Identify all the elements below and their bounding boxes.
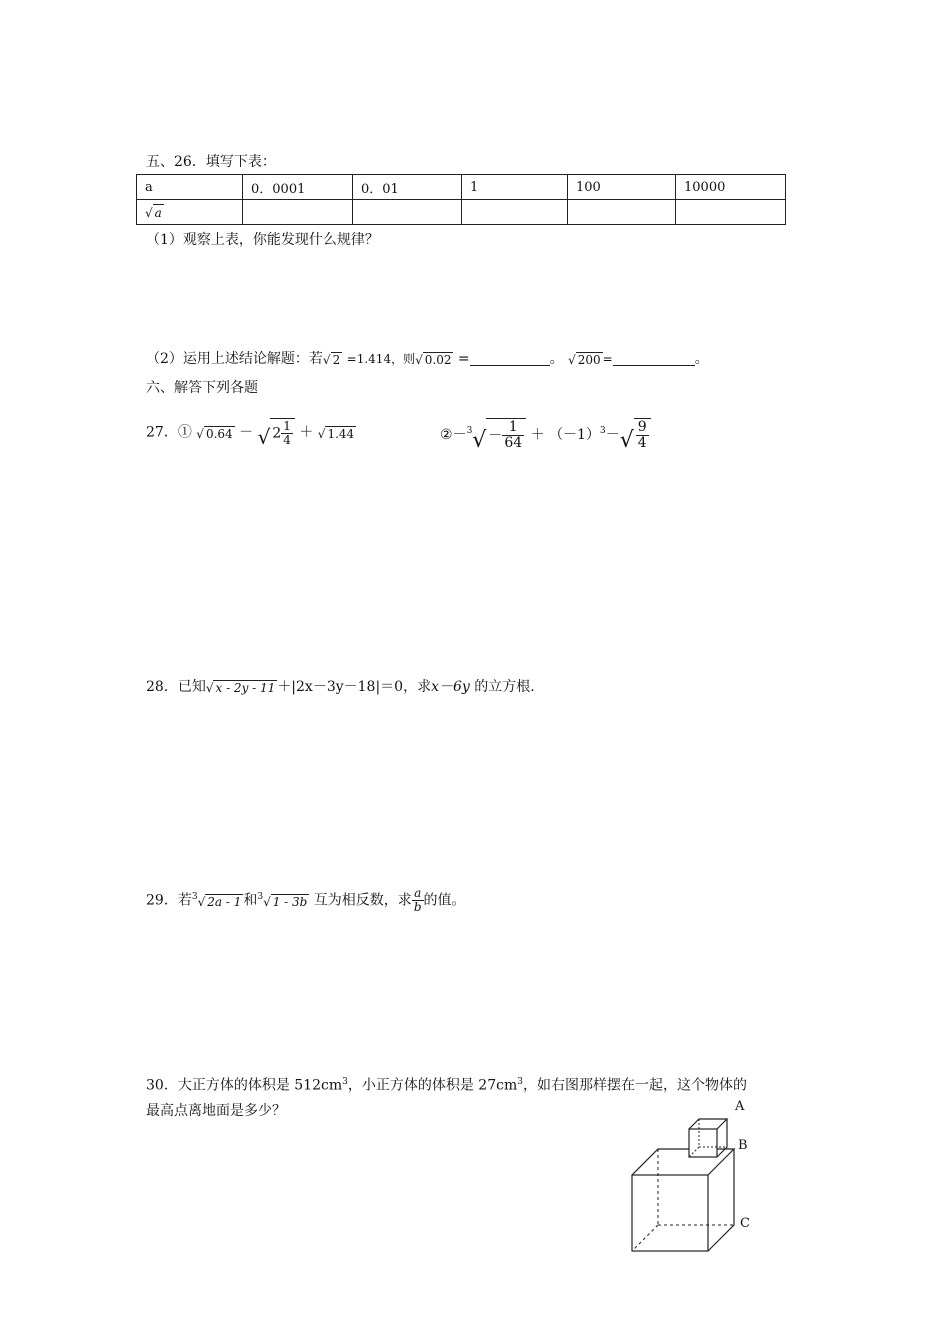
sqrt-0-64: √ 0.64 xyxy=(196,426,233,441)
sqrt-200: √ 200 xyxy=(568,353,601,367)
stacked-cubes-figure xyxy=(620,1095,760,1260)
answer-blank-1[interactable] xyxy=(470,365,550,366)
table-cell: 0．0001 xyxy=(243,175,353,200)
table-cell-sqrt-a xyxy=(137,200,243,225)
table-cell[interactable] xyxy=(353,200,462,225)
table-row xyxy=(137,200,786,225)
sqrt-1-44: √ 1.44 xyxy=(317,426,355,441)
table-row xyxy=(137,175,786,200)
cube-root-2: √ 1 - 3b xyxy=(263,894,308,909)
label-b: B xyxy=(738,1138,748,1153)
section5-title: 五、26．填写下表： xyxy=(146,154,276,170)
question-30-line1: 30．大正方体的体积是 $512cm^3$，小正方体的体积是 $27cm^3$，如右图那样摆在一起，这个物体的 xyxy=(146,1077,747,1094)
fraction-a-over-b: $\frac{a}{b}$ xyxy=(413,886,422,915)
label-c: C xyxy=(740,1216,750,1231)
question-30-line2: 最高点离地面是多少？ xyxy=(146,1103,286,1119)
table-cell: 1 xyxy=(462,175,568,200)
question-1: （1）观察上表，你能发现什么规律？ xyxy=(146,232,379,248)
values-table xyxy=(136,174,786,225)
question-27-part2: ②－$^3$√ － $\frac{1}{64}$ ＋ $(-1)^3-√$ $\frac{9}{4}$ xyxy=(440,418,651,452)
cube-root-1: √ 2a - 1 xyxy=(197,894,242,909)
table-cell: 0．01 xyxy=(353,175,462,200)
sqrt-a: √ a xyxy=(145,206,162,220)
sqrt-mixed-number: √ 2 $\frac{1}{4}$ xyxy=(258,418,295,447)
small-cube-top xyxy=(689,1119,727,1129)
sqrt-fraction: √ $\frac{9}{4}$ xyxy=(620,418,651,452)
large-cube-side xyxy=(708,1149,734,1251)
table-cell[interactable] xyxy=(462,200,568,225)
cube-root-fraction: √ － $\frac{1}{64}$ xyxy=(472,418,526,452)
sqrt-2: √ 2 xyxy=(322,353,341,367)
section6-title: 六、解答下列各题 xyxy=(146,380,258,396)
table-cell[interactable] xyxy=(568,200,676,225)
table-cell[interactable] xyxy=(676,200,786,225)
sqrt-0-02: √ 0.02 xyxy=(415,353,452,367)
label-a: A xyxy=(735,1099,745,1114)
question-2: （2）运用上述结论解题：若√ 2 =1.414，则√ 0.02 = 。 √ 200 = 。 xyxy=(146,351,709,367)
question-27-part1: 27．① √ 0.64 － √ 2 $\frac{1}{4}$ ＋ √ 1.44 xyxy=(146,419,355,450)
table-cell: 10000 xyxy=(676,175,786,200)
large-cube-top xyxy=(632,1149,734,1175)
question-29: 29．若$^3$√ 2a - 1 和$^3$√ 1 - 3b 互为相反数，求 $\frac{a}{b}$ 的值。 xyxy=(146,886,466,915)
sqrt-expression: √ x - 2y - 11 xyxy=(205,681,276,695)
question-28: 28．已知√ x - 2y - 11 ＋|2x－3y－18|＝0，求x－6y 的立方根. xyxy=(146,679,535,695)
table-cell: 100 xyxy=(568,175,676,200)
answer-blank-2[interactable] xyxy=(613,365,695,366)
table-cell: a xyxy=(137,175,243,200)
table-cell[interactable] xyxy=(243,200,353,225)
large-cube-hidden-edge xyxy=(632,1225,658,1251)
